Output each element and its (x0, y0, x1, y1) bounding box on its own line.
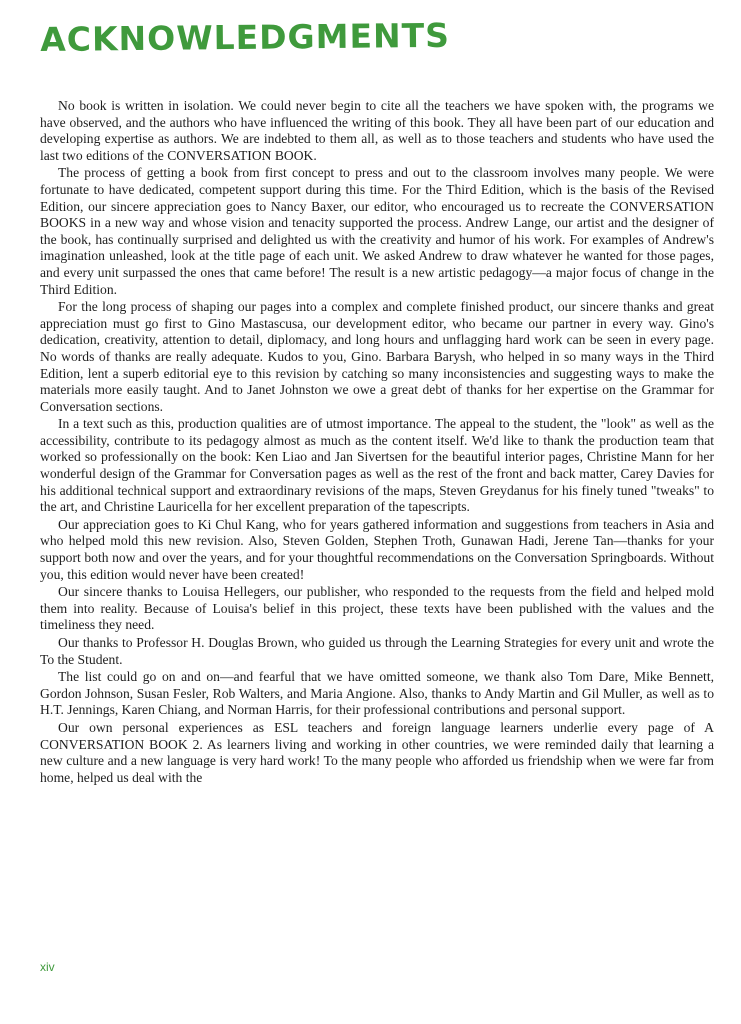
page-number: xiv (40, 960, 55, 974)
page-title: ACKNOWLEDGMENTS (40, 15, 451, 59)
paragraph: No book is written in isolation. We could never begin to cite all the teachers we have spoken with, the programs we have observed, and the authors who have influenced the writing of this book. They all have been part of our education and developing expertise as authors. We are indebted to them all, as well as to those teachers and students who have used the last two editions of the CONVERSATION BOOK. (40, 98, 714, 163)
paragraph: Our appreciation goes to Ki Chul Kang, who for years gathered information and suggestions from teachers in Asia and who helped mold this new revision. Also, Steven Golden, Stephen Troth, Gunawan Hadi, Jerene Tan—thanks for your support both now and over the years, and for your thoughtful recommendations on the Conversation Springboards. Without you, this edition would never have been created! (40, 516, 714, 582)
paragraph: Our thanks to Professor H. Douglas Brown, who guided us through the Learning Strategies for every unit and wrote the To the Student. (40, 635, 714, 667)
paragraph: For the long process of shaping our pages into a complex and complete finished product, our sincere thanks and great appreciation must go first to Gino Mastascusa, our development editor, who became our partner in every way. Gino's dedication, creativity, attention to detail, diplomacy, and long hours and unflagging hard work can be seen in every page. No words of thanks are really adequate. Kudos to you, Gino. Barbara Barysh, who helped in so many ways in the Third Edition, lent a superb editorial eye to this revision by catching so many inconsistencies and suggesting ways to make the materials more easily taught. And to Janet Johnston we owe a great debt of thanks for her expertise on the Grammar for Conversation sections. (40, 299, 714, 414)
paragraph: In a text such as this, production qualities are of utmost importance. The appeal to the student, the "look" as well as the accessibility, contribute to its pedagogy almost as much as the content itself. We'd like to thank the production team that worked so professionally on the book: Ken Liao and Jan Sivertsen for the beautiful interior pages, Christine Mann for her wonderful design of the Grammar for Conversation pages as well as the rest of the front and back matter, Carey Davies for his additional technical support and extraordinary revisions of the maps, Steven Greydanus for his finely tuned "tweaks" to the art, and Christine Lauricella for her excellent preparation of the tapescripts. (40, 416, 714, 515)
paragraph: The process of getting a book from first concept to press and out to the classroom involves many people. We were fortunate to have dedicated, competent support during this time. For the Third Edition, which is the basis of the Revised Edition, our sincere appreciation goes to Nancy Baxer, our editor, who encouraged us to recreate the CONVERSATION BOOKS in a new way and whose vision and tenacity supported the process. Andrew Lange, our artist and the designer of the book, has continually surprised and delighted us with the creativity and humor of his work. For examples of Andrew's imagination unleashed, look at the title page of each unit. We asked Andrew to draw whatever he wanted for those pages, and every unit surpassed the ones that came before! The result is a new artistic pedagogy—a major focus of change in the Third Edition. (40, 165, 714, 297)
paragraph: Our sincere thanks to Louisa Hellegers, our publisher, who responded to the requests from the field and helped mold them into reality. Because of Louisa's belief in this project, these texts have been published with the values and the timeliness they need. (40, 584, 714, 633)
paragraph: The list could go on and on—and fearful that we have omitted someone, we thank also Tom Dare, Mike Bennett, Gordon Johnson, Susan Fesler, Rob Walters, and Maria Angione. Also, thanks to Andy Martin and Gil Muller, as well as to H.T. Jennings, Karen Chiang, and Norman Harris, for their professional contributions and personal support. (40, 669, 714, 718)
paragraph: Our own personal experiences as ESL teachers and foreign language learners underlie every page of A CONVERSATION BOOK 2. As learners living and working in other countries, we were reminded daily that learning a new culture and a new language is very hard work! To the many people who afforded us friendship when we were far from home, helped us deal with the (40, 719, 714, 785)
acknowledgments-body (40, 98, 714, 787)
